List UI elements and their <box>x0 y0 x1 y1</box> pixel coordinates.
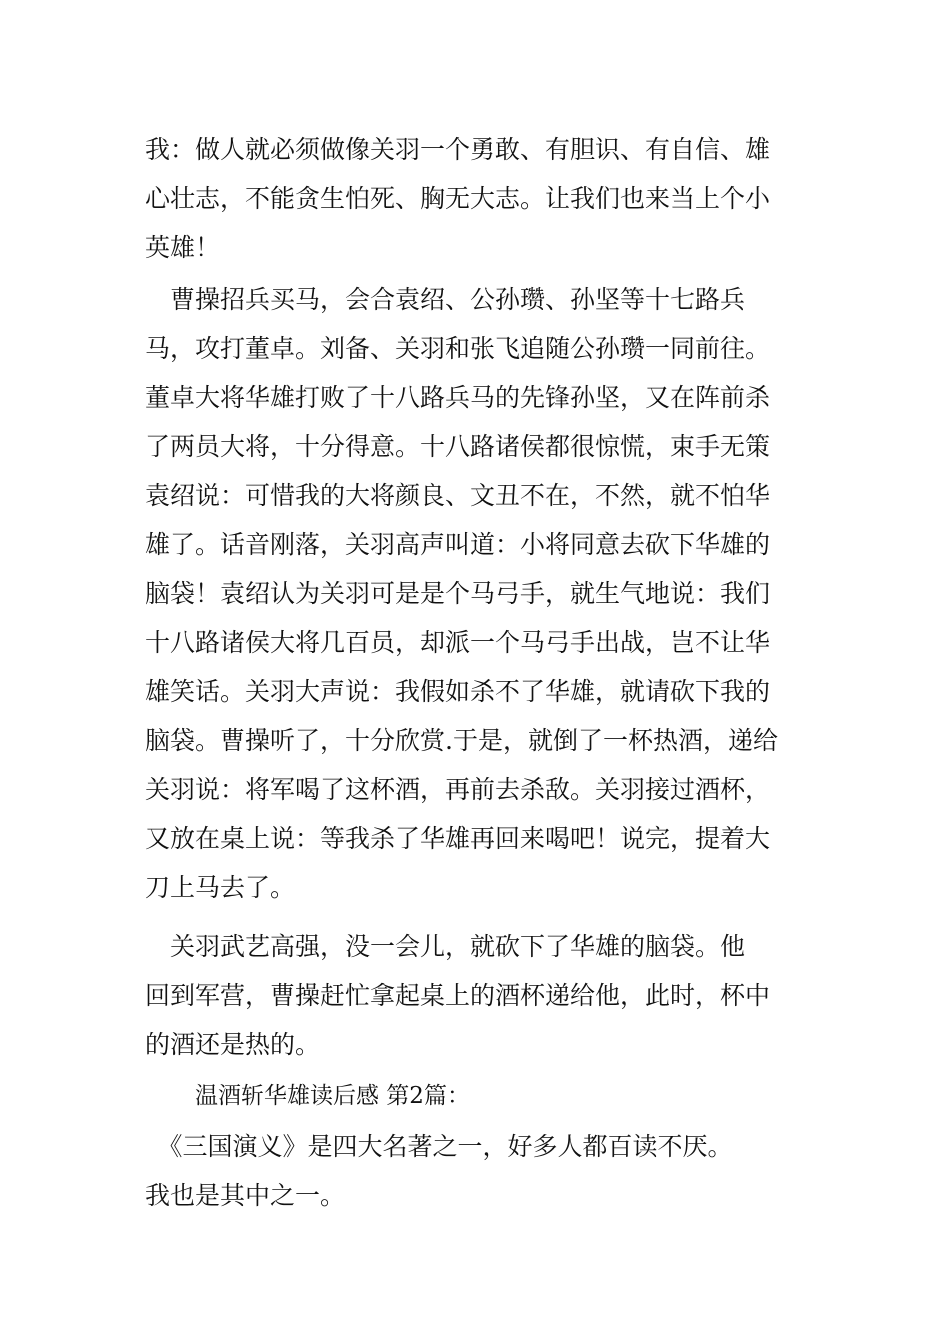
text-line: 了两员大将，十分得意。十八路诸侯都很惊慌，束手无策 <box>145 432 771 461</box>
text-line: 心壮志，不能贪生怕死、胸无大志。让我们也来当上个小 <box>145 184 771 213</box>
paragraph-conclusion <box>145 125 810 272</box>
paragraph-story <box>145 275 810 912</box>
text-line: 英雄！ <box>145 233 221 262</box>
text-line: 《三国演义》是四大名著之一，好多人都百读不厌。 <box>145 1132 733 1161</box>
text-line: 关羽武艺高强，没一会儿，就砍下了华雄的脑袋。他 <box>145 932 746 961</box>
text-line: 回到军营，曹操赶忙拿起桌上的酒杯递给他，此时，杯中 <box>145 981 771 1010</box>
text-line: 十八路诸侯大将几百员，却派一个马弓手出战，岂不让华 <box>145 628 771 657</box>
text-line: 刀上马去了。 <box>145 873 296 902</box>
text-line: 曹操招兵买马，会合袁绍、公孙瓒、孙坚等十七路兵 <box>145 285 746 314</box>
text-line: 袁绍说：可惜我的大将颜良、文丑不在，不然，就不怕华 <box>145 481 771 510</box>
paragraph-intro-second <box>145 1122 810 1220</box>
text-line: 我也是其中之一。 <box>145 1181 346 1210</box>
text-line: 的酒还是热的。 <box>145 1030 321 1059</box>
text-line: 雄了。话音刚落，关羽高声叫道：小将同意去砍下华雄的 <box>145 530 771 559</box>
text-line: 脑袋！袁绍认为关羽可是是个马弓手，就生气地说：我们 <box>145 579 771 608</box>
text-line: 又放在桌上说：等我杀了华雄再回来喝吧！说完，提着大 <box>145 824 771 853</box>
section-heading: 温酒斩华雄读后感 第2篇： <box>195 1083 470 1109</box>
text-line: 马，攻打董卓。刘备、关羽和张飞追随公孙瓒一同前往。 <box>145 334 771 363</box>
text-line: 脑袋。曹操听了，十分欣赏.于是，就倒了一杯热酒，递给 <box>145 726 778 755</box>
text-line: 雄笑话。关羽大声说：我假如杀不了华雄，就请砍下我的 <box>145 677 771 706</box>
text-line: 董卓大将华雄打败了十八路兵马的先锋孙坚，又在阵前杀 <box>145 383 771 412</box>
text-line: 关羽说：将军喝了这杯酒，再前去杀敌。关羽接过酒杯， <box>145 775 771 804</box>
paragraph-outcome <box>145 922 810 1069</box>
text-line: 我：做人就必须做像关羽一个勇敢、有胆识、有自信、雄 <box>145 135 771 164</box>
